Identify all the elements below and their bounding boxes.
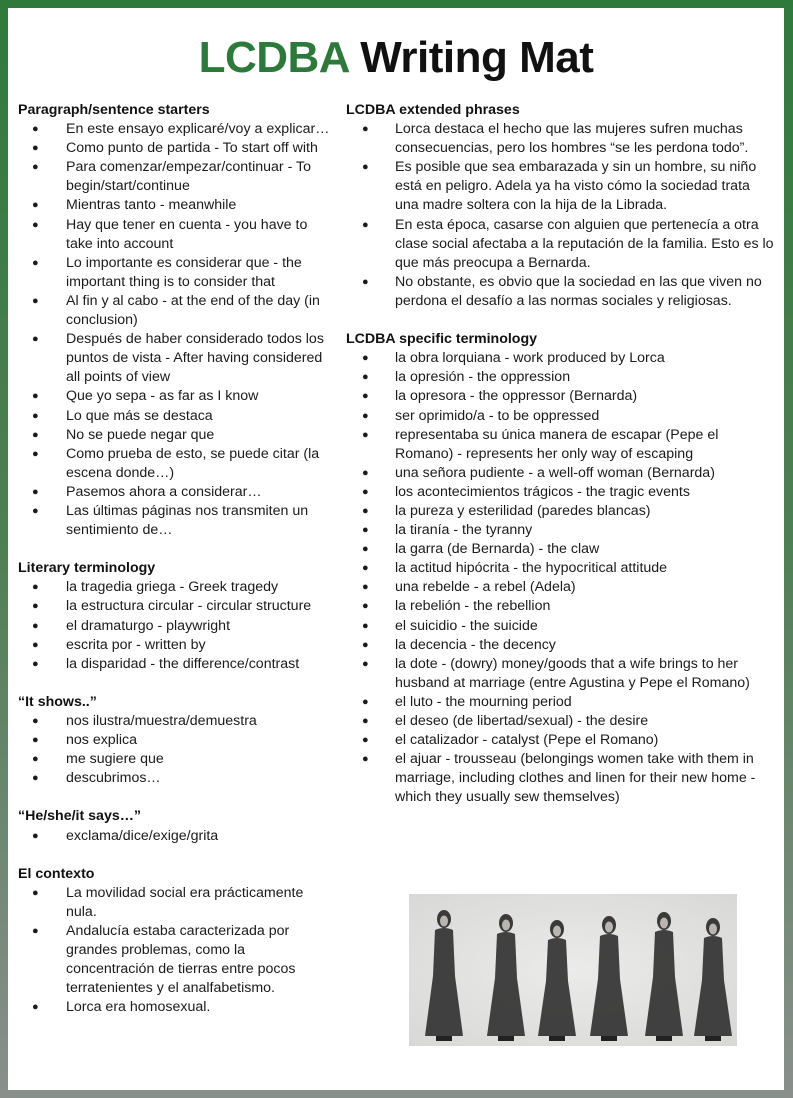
list-item-text: la decencia - the decency [395,636,556,653]
bullet-icon: ● [32,485,39,498]
list-item [18,597,336,616]
list-item [346,349,776,368]
bullet-icon: ● [32,504,39,517]
bullet-icon: ● [362,753,369,766]
list-item [346,464,776,483]
bullet-icon: ● [32,715,39,727]
bullet-icon: ● [32,294,39,307]
list-item [346,540,776,559]
list-item [18,731,336,750]
list-item-text: Es posible que sea embarazada y sin un hombre, su niño está en peligro. Adela ya ha visto cómo la sociedad trata una madre soltera con la hija de la Librada. [395,159,757,214]
list-item-text: Que yo sepa - as far as I know [66,388,259,405]
women-in-black-illustration [409,894,737,1046]
list-item-text: Lorca era homosexual. [66,999,211,1016]
bullet-icon: ● [362,161,369,174]
section-says [18,807,336,845]
list-item [18,216,336,254]
bullet-list [18,712,336,788]
section-heading: Literary terminology [18,560,156,577]
bullet-icon: ● [32,619,39,632]
list-item [346,158,776,215]
page-title [8,32,784,84]
bullet-icon: ● [362,504,369,517]
bullet-icon: ● [362,619,369,632]
list-item-text: la actitud hipócrita - the hypocritical attitude [395,560,668,577]
list-item-text: la opresora - the oppressor (Bernarda) [395,388,638,405]
bullet-list [18,578,336,673]
bullet-icon: ● [32,256,39,269]
list-item [18,998,336,1017]
section-heading: El contexto [18,865,95,882]
list-item [346,597,776,616]
list-item-text: el luto - the mourning period [395,693,572,710]
list-item [346,426,776,464]
writing-mat-page [8,8,784,1090]
list-item [346,273,776,311]
section-extended-phrases [346,101,776,311]
list-item-text: Lo que más se destaca [66,407,213,424]
list-item [346,693,776,712]
bullet-list [18,120,336,540]
list-item-text: Andalucía estaba caracterizada por grandes problemas, como la concentración de tierras entre pocos terratenientes y el analfabetismo. [66,923,296,997]
bullet-icon: ● [362,638,369,651]
bullet-icon: ● [362,352,369,365]
list-item-text: la tragedia griega - Greek tragedy [66,579,279,596]
list-item-text: una rebelde - a rebel (Adela) [395,579,576,596]
list-item [346,407,776,426]
bullet-list [346,120,776,311]
bullet-icon: ● [32,581,39,594]
left-column [18,101,336,1037]
bullet-icon: ● [362,695,369,708]
bullet-icon: ● [362,734,369,747]
list-item [18,655,336,674]
list-item-text: me sugiere que [66,751,164,768]
list-item [346,216,776,273]
list-item [346,731,776,750]
bullet-list [346,349,776,807]
bullet-icon: ● [362,600,369,613]
list-item [346,578,776,597]
list-item-text: la obra lorquiana - work produced by Lorca [395,350,665,367]
bullet-icon: ● [362,218,369,231]
list-item [18,750,336,769]
list-item-text: Como punto de partida - To start off with [66,140,318,157]
list-item-text: la opresión - the oppression [395,369,571,386]
bullet-icon: ● [362,581,369,594]
list-item-text: la garra (de Bernarda) - the claw [395,541,600,558]
list-item-text: representaba su única manera de escapar (Pepe el Romano) - represents her only way of escaping [395,426,719,462]
bullet-icon: ● [32,161,39,174]
section-it-shows [18,693,336,788]
section-sentence-starters [18,101,336,540]
title-rest: Writing Mat [360,33,594,82]
bullet-list [18,827,336,846]
bullet-icon: ● [32,657,39,670]
list-item-text: ser oprimido/a - to be oppressed [395,407,600,424]
list-item [18,196,336,215]
bullet-icon: ● [362,657,369,670]
list-item [346,559,776,578]
bullet-icon: ● [362,715,369,727]
list-item-text: No se puede negar que [66,426,215,443]
list-item-text: nos explica [66,732,137,749]
list-item [18,769,336,788]
bullet-icon: ● [362,524,369,537]
bullet-icon: ● [362,390,369,403]
list-item-text: No obstante, es obvio que la sociedad en las que viven no perdona el desafío a las normas sociales y religiosas. [395,273,762,309]
list-item [18,578,336,597]
title-accent: LCDBA [198,33,349,82]
bullet-icon: ● [32,600,39,613]
list-item-text: En esta época, casarse con alguien que pertenecía a otra clase social afectaba a la reputación de la familia. Esto es lo que más preocupa a Bernarda. [395,216,774,271]
list-item [346,387,776,406]
list-item [346,712,776,731]
bullet-icon: ● [32,734,39,747]
list-item [18,120,336,139]
section-literary-terminology [18,559,336,674]
list-item-text: una señora pudiente - a well-off woman (Bernarda) [395,464,715,481]
bullet-icon: ● [32,753,39,766]
section-heading: Paragraph/sentence starters [18,102,210,118]
bullet-icon: ● [362,371,369,384]
list-item-text: exclama/dice/exige/grita [66,827,219,844]
list-item-text: Las últimas páginas nos transmiten un sentimiento de… [66,502,309,539]
list-item-text: la rebelión - the rebellion [395,598,551,615]
list-item [18,617,336,636]
list-item-text: Lo importante es considerar que - the important thing is to consider that [66,254,302,290]
list-item-text: Hay que tener en cuenta - you have to take into account [66,216,308,252]
list-item [18,922,336,998]
list-item [18,636,336,655]
list-item-text: Lorca destaca el hecho que las mujeres sufren muchas consecuencias, pero los hombres “se les perdona todo”. [395,121,749,157]
list-item [18,292,336,330]
bullet-icon: ● [32,1001,39,1014]
list-item-text: el suicidio - the suicide [395,617,538,634]
list-item [346,655,776,693]
bullet-list [18,884,336,1018]
list-item-text: el catalizador - catalyst (Pepe el Romano) [395,732,659,749]
list-item-text: Al fin y al cabo - at the end of the day (in conclusion) [66,292,320,329]
list-item-text: descubrimos… [66,770,161,787]
bullet-icon: ● [362,409,369,422]
bullet-icon: ● [32,829,39,842]
list-item-text: la estructura circular - circular structure [66,598,312,615]
right-column [346,101,776,827]
list-item-text: el dramaturgo - playwright [66,617,231,634]
bullet-icon: ● [32,772,39,785]
illustration-svg [409,894,737,1046]
list-item [18,387,336,406]
list-item-text: La movilidad social era prácticamente nula. [66,884,304,920]
list-item [346,502,776,521]
list-item [346,617,776,636]
bullet-icon: ● [362,428,369,441]
section-heading: “It shows..” [18,693,97,710]
bullet-icon: ● [32,142,39,155]
list-item-text: el ajuar - trousseau (belongings women take with them in marriage, including clothes and linen for their new home - which they usually sew themselves) [395,751,756,806]
list-item [18,712,336,731]
bullet-icon: ● [32,638,39,651]
list-item-text: Para comenzar/empezar/continuar - To begin/start/continue [66,159,311,195]
list-item [346,750,776,807]
list-item-text: Mientras tanto - meanwhile [66,197,237,214]
list-item [18,502,336,540]
list-item [346,636,776,655]
list-item-text: escrita por - written by [66,636,206,653]
list-item-text: nos ilustra/muestra/demuestra [66,713,257,729]
section-heading: LCDBA specific terminology [346,331,538,348]
bullet-icon: ● [362,485,369,498]
bullet-icon: ● [32,409,39,422]
list-item [18,407,336,426]
section-context [18,865,336,1018]
list-item-text: Después de haber considerado todos los puntos de vista - After having considered all points of view [66,331,324,386]
list-item [18,445,336,483]
section-specific-terminology [346,330,776,807]
list-item-text: la tiranía - the tyranny [395,522,533,539]
bullet-icon: ● [32,886,39,899]
list-item [346,521,776,540]
bullet-icon: ● [32,447,39,460]
list-item-text: Como prueba de esto, se puede citar (la escena donde…) [66,445,320,481]
bullet-icon: ● [362,466,369,479]
list-item-text: la dote - (dowry) money/goods that a wife brings to her husband at marriage (entre Agustina y Pepe el Romano) [395,655,750,691]
bullet-icon: ● [32,218,39,231]
list-item-text: Pasemos ahora a considerar… [66,483,262,500]
list-item-text: En este ensayo explicaré/voy a explicar… [66,121,330,138]
section-heading: LCDBA extended phrases [346,102,520,118]
bullet-icon: ● [362,275,369,288]
bullet-icon: ● [362,543,369,556]
list-item [18,827,336,846]
list-item [18,426,336,445]
list-item [18,158,336,196]
bullet-icon: ● [32,925,39,938]
list-item [18,254,336,292]
bullet-icon: ● [362,562,369,575]
bullet-icon: ● [32,123,39,136]
list-item [18,139,336,158]
list-item-text: la disparidad - the difference/contrast [66,655,300,672]
list-item [346,368,776,387]
list-item [18,330,336,387]
list-item [346,483,776,502]
list-item-text: los acontecimientos trágicos - the tragic events [395,483,690,500]
list-item-text: el deseo (de libertad/sexual) - the desire [395,713,649,729]
list-item [346,120,776,158]
bullet-icon: ● [32,199,39,212]
list-item [18,884,336,922]
bullet-icon: ● [362,123,369,136]
list-item [18,483,336,502]
list-item-text: la pureza y esterilidad (paredes blancas) [395,502,651,519]
section-heading: “He/she/it says…” [18,808,142,825]
bullet-icon: ● [32,390,39,403]
bullet-icon: ● [32,428,39,441]
bullet-icon: ● [32,333,39,346]
